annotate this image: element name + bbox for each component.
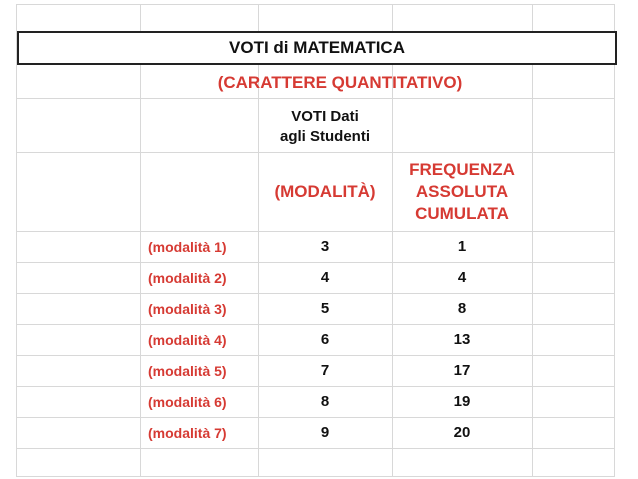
table-title: VOTI di MATEMATICA xyxy=(17,31,617,65)
header-freq-line3: CUMULATA xyxy=(415,203,509,223)
row-label: (modalità 5) xyxy=(148,362,227,379)
header-freq-line1: FREQUENZA xyxy=(409,159,515,179)
grid-line xyxy=(16,98,615,99)
header-voti xyxy=(258,101,392,152)
row-freq: 19 xyxy=(453,393,471,410)
row-freq: 1 xyxy=(457,238,467,255)
row-freq: 4 xyxy=(457,269,467,286)
row-label: (modalità 1) xyxy=(148,238,227,255)
row-label: (modalità 2) xyxy=(148,269,227,286)
row-label: (modalità 6) xyxy=(148,393,227,410)
header-freq-line2: ASSOLUTA xyxy=(415,181,509,201)
row-voto: 4 xyxy=(320,269,330,286)
row-label: (modalità 3) xyxy=(148,300,227,317)
header-frequenza xyxy=(392,152,532,231)
header-voti-line2: agli Studenti xyxy=(280,127,370,145)
row-voto: 9 xyxy=(320,424,330,441)
row-label: (modalità 4) xyxy=(148,331,227,348)
table-subtitle: (CARATTERE QUANTITATIVO) xyxy=(217,73,463,92)
row-voto: 6 xyxy=(320,331,330,348)
header-voti-line1: VOTI Dati xyxy=(291,107,359,125)
row-freq: 17 xyxy=(453,362,471,379)
row-freq: 13 xyxy=(453,331,471,348)
row-freq: 8 xyxy=(457,300,467,317)
row-voto: 3 xyxy=(320,238,330,255)
row-voto: 7 xyxy=(320,362,330,379)
row-voto: 5 xyxy=(320,300,330,317)
header-modalita: (MODALITÀ) xyxy=(274,181,376,201)
row-label: (modalità 7) xyxy=(148,424,227,441)
row-voto: 8 xyxy=(320,393,330,410)
grid-line xyxy=(16,448,615,449)
row-freq: 20 xyxy=(453,424,471,441)
